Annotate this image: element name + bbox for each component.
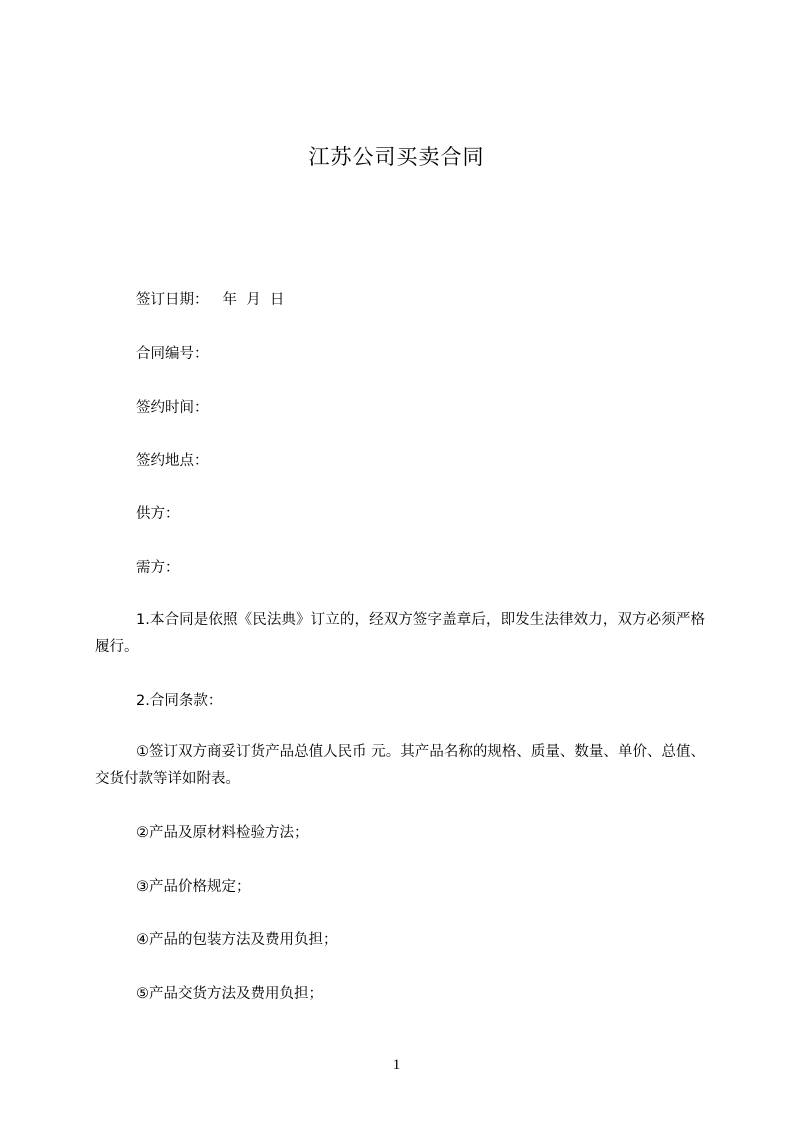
signing-place-line — [136, 451, 209, 471]
contract-number-line — [136, 344, 209, 364]
supplier-label: 供方： — [136, 506, 180, 522]
clause-2-item-5: ⑤产品交货方法及费用负担； — [136, 986, 323, 1002]
signing-time-line — [136, 398, 209, 418]
document-title: 江苏公司买卖合同 — [308, 145, 485, 169]
signing-time-label: 签约时间： — [136, 400, 209, 416]
signing-date-label: 签订日期： — [136, 292, 209, 308]
clause-1: 1.本合同是依照《民法典》订立的，经双方签字盖章后，即发生法律效力，双方必须严格履行。 — [95, 612, 705, 655]
clause-2-heading: 2.合同条款： — [136, 693, 223, 709]
buyer-label: 需方： — [136, 560, 180, 576]
clause-2-item-3: ③产品价格规定； — [136, 879, 251, 895]
contract-number-label: 合同编号： — [136, 346, 209, 362]
buyer-line — [136, 558, 180, 578]
signing-place-label: 签约地点： — [136, 453, 209, 469]
clause-2-item-1: ①签订双方商妥订货产品总值人民币 元。其产品名称的规格、质量、数量、单价、总值、交货付款等详如附表。 — [95, 744, 705, 787]
signing-date-value: 年 月 日 — [222, 292, 285, 308]
signing-date-line — [136, 290, 284, 310]
supplier-line — [136, 504, 180, 524]
page-number: 1 — [392, 1057, 401, 1073]
clause-2-item-4: ④产品的包装方法及费用负担； — [136, 932, 338, 948]
clause-2-item-2: ②产品及原材料检验方法； — [136, 825, 309, 841]
